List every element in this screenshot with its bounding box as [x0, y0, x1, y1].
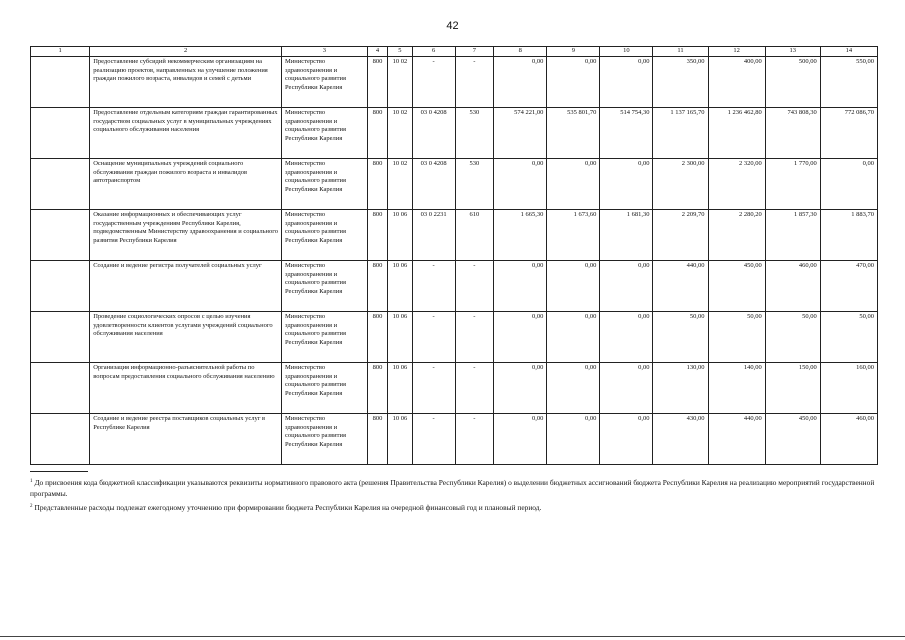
csr-code-cell: -: [412, 311, 455, 362]
vr-code-cell: -: [455, 362, 494, 413]
column-header-8: 8: [494, 47, 547, 57]
amount-cell: 0,00: [600, 158, 653, 209]
amount-cell: 430,00: [653, 413, 708, 464]
amount-cell: 0,00: [494, 260, 547, 311]
amount-cell: 0,00: [600, 413, 653, 464]
amount-cell: 450,00: [765, 413, 820, 464]
activity-name-cell: Создание и ведение реестра поставщиков социальных услуг в Республике Карелия: [90, 413, 282, 464]
vr-code-cell: -: [455, 260, 494, 311]
column-header-5: 5: [388, 47, 412, 57]
footnote-mark: 1: [30, 478, 33, 484]
row-number-cell: [31, 311, 90, 362]
row-number-cell: [31, 413, 90, 464]
row-number-cell: [31, 260, 90, 311]
amount-cell: 160,00: [820, 362, 877, 413]
row-number-cell: [31, 107, 90, 158]
amount-cell: 0,00: [494, 56, 547, 107]
amount-cell: 2 209,70: [653, 209, 708, 260]
responsible-executor-cell: Министерство здравоохранения и социального развития Республики Карелия: [282, 413, 368, 464]
column-header-13: 13: [765, 47, 820, 57]
amount-cell: 574 221,00: [494, 107, 547, 158]
amount-cell: 514 754,30: [600, 107, 653, 158]
rzpr-code-cell: 10 06: [388, 362, 412, 413]
footnote-text: Представленные расходы подлежат ежегодному уточнению при формировании бюджета Республики Карелия на очередной финансовый год и плановый период.: [34, 503, 542, 513]
activity-name-cell: Предоставление субсидий некоммерческим организациям на реализацию проектов, направленных на улучшение положения граждан пожилого возраста, инвалидов и семей с детьми: [90, 56, 282, 107]
grbs-code-cell: 800: [367, 260, 387, 311]
rzpr-code-cell: 10 06: [388, 311, 412, 362]
page-number: 42: [446, 20, 459, 32]
csr-code-cell: -: [412, 260, 455, 311]
amount-cell: 0,00: [547, 311, 600, 362]
amount-cell: 550,00: [820, 56, 877, 107]
amount-cell: 743 808,30: [765, 107, 820, 158]
page-bottom-edge: [0, 636, 905, 637]
amount-cell: 1 665,30: [494, 209, 547, 260]
row-number-cell: [31, 56, 90, 107]
amount-cell: 50,00: [708, 311, 765, 362]
amount-cell: 400,00: [708, 56, 765, 107]
table-row: [31, 209, 878, 260]
responsible-executor-cell: Министерство здравоохранения и социального развития Республики Карелия: [282, 107, 368, 158]
grbs-code-cell: 800: [367, 362, 387, 413]
amount-cell: 440,00: [653, 260, 708, 311]
amount-cell: 0,00: [547, 158, 600, 209]
table-row: [31, 56, 878, 107]
amount-cell: 150,00: [765, 362, 820, 413]
column-header-14: 14: [820, 47, 877, 57]
amount-cell: 0,00: [494, 413, 547, 464]
vr-code-cell: -: [455, 311, 494, 362]
column-header-6: 6: [412, 47, 455, 57]
row-number-cell: [31, 209, 90, 260]
column-header-7: 7: [455, 47, 494, 57]
column-header-9: 9: [547, 47, 600, 57]
amount-cell: 2 320,00: [708, 158, 765, 209]
rzpr-code-cell: 10 02: [388, 107, 412, 158]
responsible-executor-cell: Министерство здравоохранения и социального развития Республики Карелия: [282, 311, 368, 362]
grbs-code-cell: 800: [367, 158, 387, 209]
vr-code-cell: 530: [455, 158, 494, 209]
activity-name-cell: Создание и ведение регистра получателей социальных услуг: [90, 260, 282, 311]
activity-name-cell: Организация информационно-разъяснительной работы по вопросам предоставления социального обслуживания населению: [90, 362, 282, 413]
grbs-code-cell: 800: [367, 107, 387, 158]
amount-cell: 440,00: [708, 413, 765, 464]
grbs-code-cell: 800: [367, 413, 387, 464]
csr-code-cell: -: [412, 362, 455, 413]
column-header-2: 2: [90, 47, 282, 57]
csr-code-cell: 03 0 2231: [412, 209, 455, 260]
amount-cell: 0,00: [600, 311, 653, 362]
csr-code-cell: 03 0 4208: [412, 107, 455, 158]
amount-cell: 0,00: [494, 158, 547, 209]
table-row: [31, 311, 878, 362]
table-row: [31, 260, 878, 311]
grbs-code-cell: 800: [367, 311, 387, 362]
column-header-12: 12: [708, 47, 765, 57]
amount-cell: 2 300,00: [653, 158, 708, 209]
footnote-mark: 2: [30, 503, 33, 509]
footnote-divider: [30, 471, 88, 472]
table-row: [31, 158, 878, 209]
amount-cell: 1 770,00: [765, 158, 820, 209]
amount-cell: 0,00: [600, 56, 653, 107]
vr-code-cell: -: [455, 413, 494, 464]
amount-cell: 0,00: [547, 413, 600, 464]
column-header-1: 1: [31, 47, 90, 57]
budget-table: [30, 46, 878, 465]
vr-code-cell: 530: [455, 107, 494, 158]
rzpr-code-cell: 10 06: [388, 260, 412, 311]
activity-name-cell: Оказание информационных и обеспечивающих услуг государственным учреждениям Республики Карелия, подведомственным Министерству здравоохранения и социального развития Республики Карелия: [90, 209, 282, 260]
table-row: [31, 107, 878, 158]
responsible-executor-cell: Министерство здравоохранения и социального развития Республики Карелия: [282, 260, 368, 311]
amount-cell: 1 857,30: [765, 209, 820, 260]
column-header-10: 10: [600, 47, 653, 57]
amount-cell: 130,00: [653, 362, 708, 413]
footnotes: [30, 477, 882, 516]
amount-cell: 1 681,30: [600, 209, 653, 260]
amount-cell: 350,00: [653, 56, 708, 107]
csr-code-cell: -: [412, 413, 455, 464]
responsible-executor-cell: Министерство здравоохранения и социального развития Республики Карелия: [282, 362, 368, 413]
amount-cell: 535 801,70: [547, 107, 600, 158]
amount-cell: 50,00: [820, 311, 877, 362]
csr-code-cell: 03 0 4208: [412, 158, 455, 209]
responsible-executor-cell: Министерство здравоохранения и социального развития Республики Карелия: [282, 158, 368, 209]
amount-cell: 0,00: [494, 362, 547, 413]
grbs-code-cell: 800: [367, 56, 387, 107]
footnote-2: [30, 502, 882, 513]
amount-cell: 460,00: [765, 260, 820, 311]
activity-name-cell: Проведение социологических опросов с целью изучения удовлетворенности клиентов услугами учреждений социального обслуживания населения: [90, 311, 282, 362]
column-header-11: 11: [653, 47, 708, 57]
vr-code-cell: -: [455, 56, 494, 107]
amount-cell: 1 883,70: [820, 209, 877, 260]
amount-cell: 0,00: [494, 311, 547, 362]
column-header-4: 4: [367, 47, 387, 57]
amount-cell: 2 280,20: [708, 209, 765, 260]
row-number-cell: [31, 158, 90, 209]
rzpr-code-cell: 10 02: [388, 56, 412, 107]
column-header-3: 3: [282, 47, 368, 57]
row-number-cell: [31, 362, 90, 413]
amount-cell: 470,00: [820, 260, 877, 311]
csr-code-cell: -: [412, 56, 455, 107]
amount-cell: 0,00: [547, 362, 600, 413]
amount-cell: 772 086,70: [820, 107, 877, 158]
responsible-executor-cell: Министерство здравоохранения и социального развития Республики Карелия: [282, 209, 368, 260]
activity-name-cell: Оснащение муниципальных учреждений социального обслуживания граждан пожилого возраста и инвалидов автотранспортом: [90, 158, 282, 209]
amount-cell: 500,00: [765, 56, 820, 107]
amount-cell: 1 137 165,70: [653, 107, 708, 158]
amount-cell: 0,00: [547, 56, 600, 107]
amount-cell: 0,00: [820, 158, 877, 209]
vr-code-cell: 610: [455, 209, 494, 260]
footnote-1: [30, 477, 882, 499]
amount-cell: 450,00: [708, 260, 765, 311]
rzpr-code-cell: 10 02: [388, 158, 412, 209]
amount-cell: 1 673,60: [547, 209, 600, 260]
amount-cell: 140,00: [708, 362, 765, 413]
amount-cell: 0,00: [600, 362, 653, 413]
grbs-code-cell: 800: [367, 209, 387, 260]
amount-cell: 0,00: [600, 260, 653, 311]
amount-cell: 50,00: [653, 311, 708, 362]
amount-cell: 460,00: [820, 413, 877, 464]
footnote-text: До присвоения кода бюджетной классификации указываются реквизиты нормативного правового акта (решения Правительства Республики Карелия) о выделении бюджетных ассигнований бюджета Республики Карелия на реализацию мероприятий государственной программы.: [30, 478, 875, 499]
rzpr-code-cell: 10 06: [388, 209, 412, 260]
responsible-executor-cell: Министерство здравоохранения и социального развития Республики Карелия: [282, 56, 368, 107]
table-row: [31, 413, 878, 464]
amount-cell: 0,00: [547, 260, 600, 311]
activity-name-cell: Предоставление отдельным категориям граждан гарантированных государством социальных услуг в муниципальных учреждениях социального обслуживания населения: [90, 107, 282, 158]
header-row: [31, 47, 878, 57]
table-row: [31, 362, 878, 413]
amount-cell: 1 236 462,80: [708, 107, 765, 158]
rzpr-code-cell: 10 06: [388, 413, 412, 464]
amount-cell: 50,00: [765, 311, 820, 362]
